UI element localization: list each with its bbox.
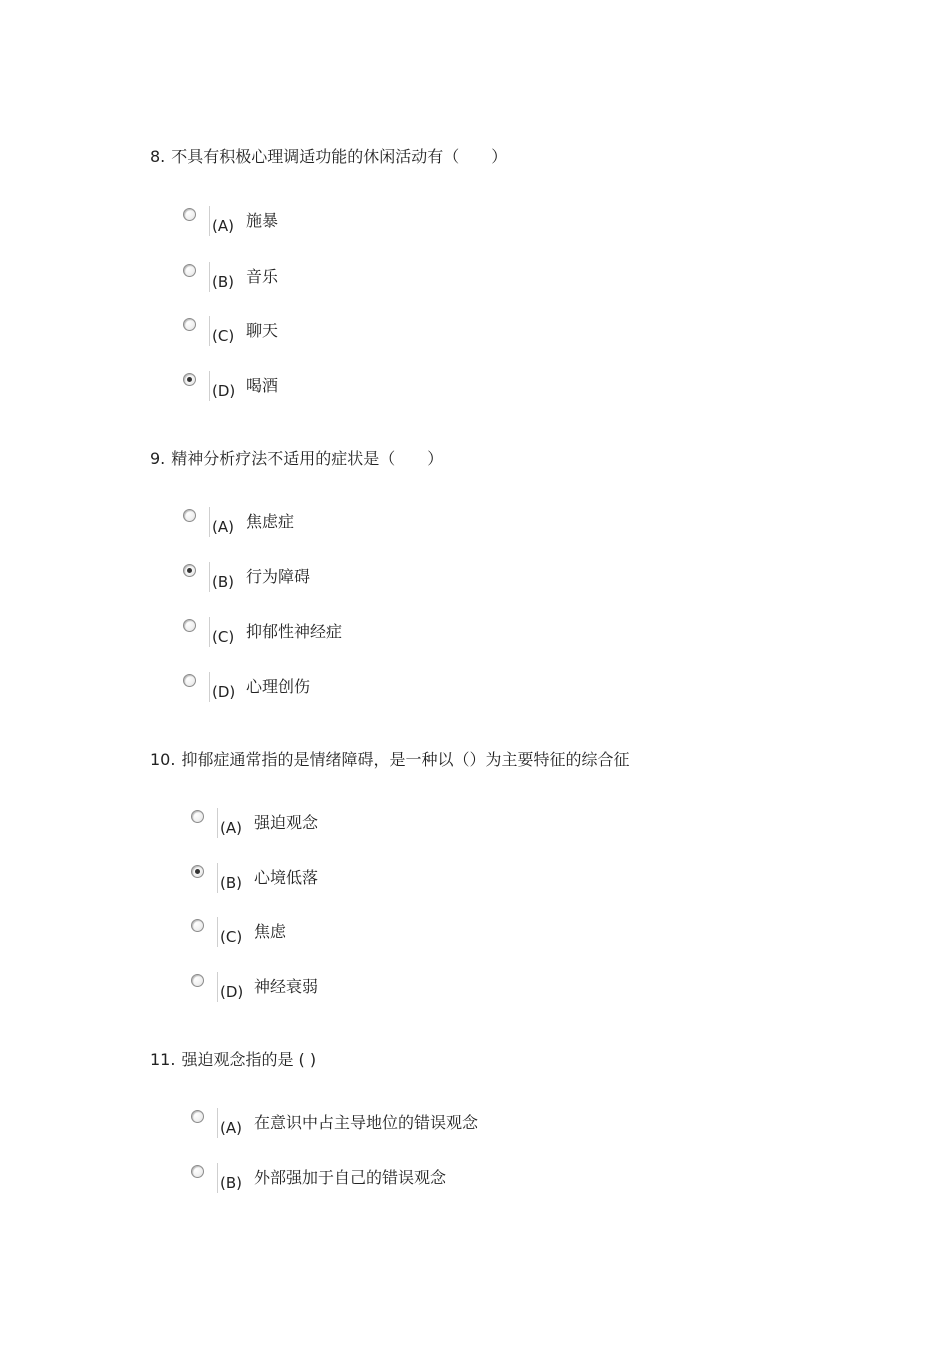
radio-cell[interactable] [189,808,218,838]
radio-cell[interactable] [189,972,218,1002]
radio-button[interactable] [191,974,204,987]
radio-cell[interactable] [181,562,210,592]
option-text: 心境低落 [254,868,319,887]
option-text: 聊天 [246,321,279,340]
question-stem [150,449,910,469]
radio-cell[interactable] [189,863,218,893]
option-letter: (B) [212,273,234,291]
option-text: 焦虑 [254,922,287,941]
option-text: 在意识中占主导地位的错误观念 [254,1113,479,1132]
question-11 [150,1050,910,1070]
radio-cell[interactable] [181,507,210,537]
option-text: 音乐 [246,267,279,286]
question-8 [150,147,910,167]
radio-cell[interactable] [181,206,210,236]
option-letter: (A) [212,518,234,536]
question-text: 抑郁症通常指的是情绪障碍，是一种以（）为主要特征的综合征 [181,750,630,769]
radio-button-selected[interactable] [183,564,196,577]
radio-cell[interactable] [189,1163,218,1193]
option-text: 焦虑症 [246,512,295,531]
option-letter: (D) [220,983,244,1001]
option-text: 心理创伤 [246,677,311,696]
question-number: 11. [150,1050,176,1069]
radio-button[interactable] [183,509,196,522]
option-letter: (B) [212,573,234,591]
option-text: 喝酒 [246,376,279,395]
radio-button[interactable] [183,318,196,331]
radio-cell[interactable] [181,371,210,401]
question-number: 9. [150,449,166,468]
question-text: 精神分析疗法不适用的症状是（ ） [171,449,444,468]
option-text: 神经衰弱 [254,977,319,996]
radio-cell[interactable] [189,1108,218,1138]
option-letter: (A) [220,1119,242,1137]
question-9 [150,449,910,469]
option-text: 行为障碍 [246,567,311,586]
radio-cell[interactable] [181,262,210,292]
radio-button[interactable] [191,1165,204,1178]
option-letter: (B) [220,1174,242,1192]
question-10 [150,750,910,770]
radio-button-selected[interactable] [191,865,204,878]
question-text: 强迫观念指的是 ( ) [181,1050,317,1069]
question-stem [150,1050,910,1070]
question-stem [150,750,910,770]
radio-cell[interactable] [181,672,210,702]
radio-button[interactable] [191,810,204,823]
option-letter: (D) [212,382,236,400]
option-letter: (A) [220,819,242,837]
option-letter: (C) [212,628,235,646]
question-stem [150,147,910,167]
radio-button[interactable] [183,208,196,221]
radio-button[interactable] [183,264,196,277]
option-text: 强迫观念 [254,813,319,832]
radio-button[interactable] [191,919,204,932]
option-text: 抑郁性神经症 [246,622,343,641]
option-letter: (C) [220,928,243,946]
question-text: 不具有积极心理调适功能的休闲活动有（ ） [171,147,508,166]
option-letter: (C) [212,327,235,345]
radio-button-selected[interactable] [183,373,196,386]
option-letter: (B) [220,874,242,892]
radio-cell[interactable] [181,617,210,647]
radio-cell[interactable] [181,316,210,346]
option-letter: (A) [212,217,234,235]
option-text: 施暴 [246,211,279,230]
radio-button[interactable] [183,619,196,632]
radio-cell[interactable] [189,917,218,947]
question-number: 8. [150,147,166,166]
radio-button[interactable] [191,1110,204,1123]
question-number: 10. [150,750,176,769]
option-letter: (D) [212,683,236,701]
option-text: 外部强加于自己的错误观念 [254,1168,447,1187]
radio-button[interactable] [183,674,196,687]
